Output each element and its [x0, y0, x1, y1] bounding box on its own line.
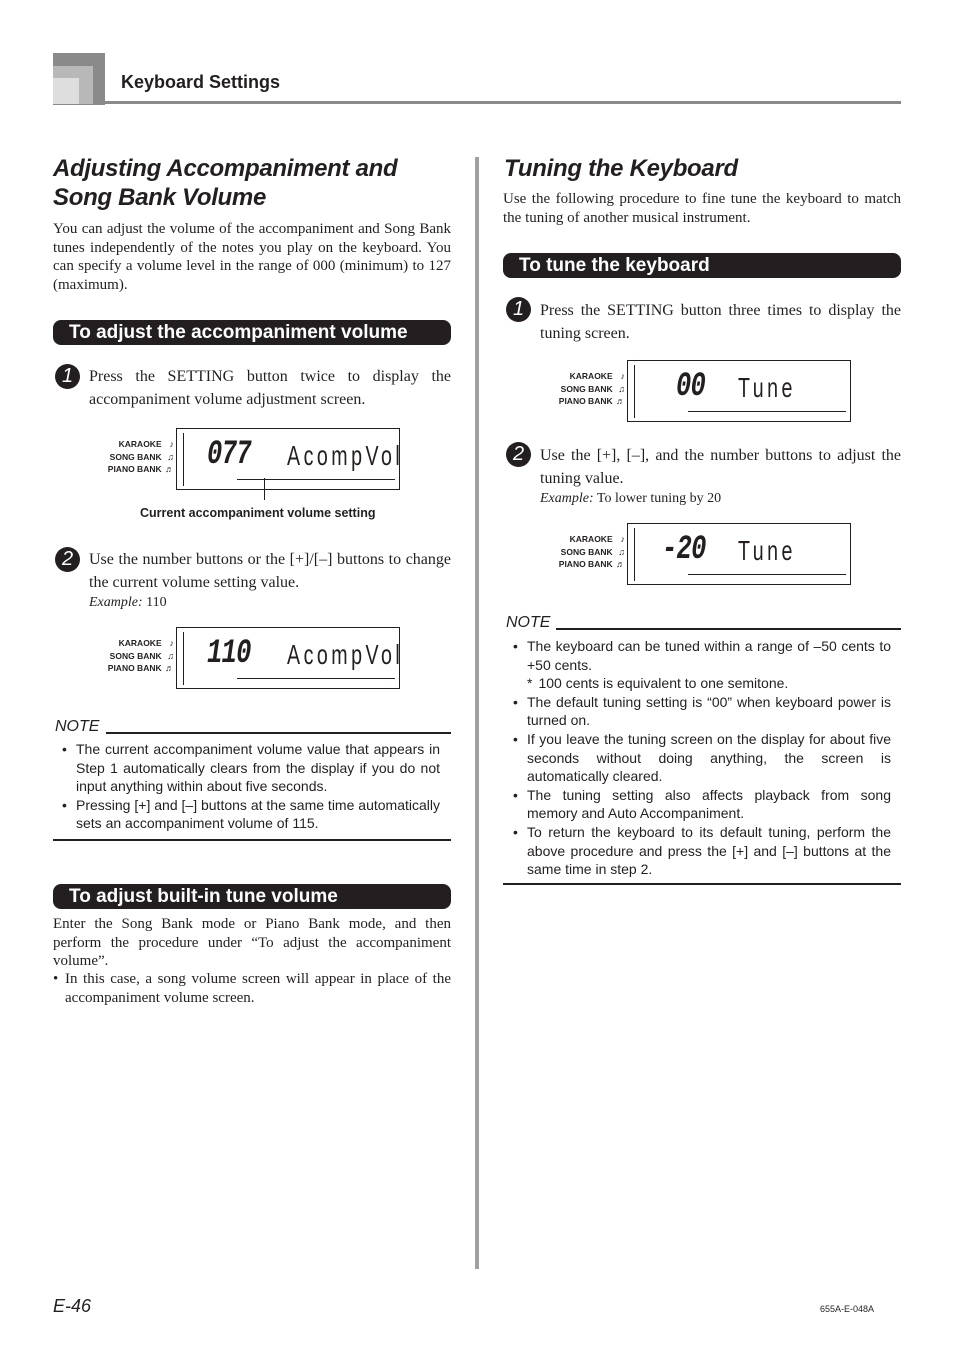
microphone-icon: ♪	[169, 638, 174, 648]
song-bank-icon: ♫	[618, 546, 625, 557]
bullet-mark: •	[53, 971, 59, 987]
song-bank-icon: ♫	[167, 451, 174, 462]
lcd-screen	[176, 428, 404, 490]
piano-bank-icon: ♬	[165, 663, 174, 673]
header-rule	[105, 101, 901, 104]
lcd-word: Tune	[738, 372, 796, 403]
asterisk-mark: *	[527, 675, 533, 692]
label-song-bank: SONG BANK	[109, 650, 162, 661]
note-subitem	[513, 674, 891, 693]
left-intro: You can adjust the volume of the accompaniment and Song Bank tunes independently of the notes you play on the keyboard. You can specify a volume level in the range of 000 (minimum) to 127 (maximum).	[53, 221, 451, 293]
lcd-display	[551, 360, 796, 424]
note-rule	[556, 628, 901, 630]
bullet-text: In this case, a song volume screen will appear in place of the accompaniment volume screen.	[65, 971, 451, 1006]
tune-volume-bullet	[53, 970, 451, 1007]
lcd-underline	[237, 678, 395, 679]
note-item: • To return the keyboard to its default tuning, perform the above procedure and press the [+] and [–] buttons at the same time in step 2.	[513, 823, 891, 879]
lcd-screen	[176, 627, 404, 689]
label-karaoke: KARAOKE	[569, 534, 613, 544]
subheading-accomp-volume: To adjust the accompaniment volume	[53, 320, 451, 345]
piano-bank-icon: ♬	[616, 559, 625, 569]
note-end-rule	[503, 883, 901, 885]
lcd-underline	[688, 411, 846, 412]
lcd-display	[100, 627, 404, 691]
callout-caption: Current accompaniment volume setting	[140, 506, 376, 520]
note-item: • The tuning setting also affects playback from song memory and Auto Accompaniment.	[513, 786, 891, 823]
step-number: 2	[506, 442, 531, 467]
note-item: • The current accompaniment volume value that appears in Step 1 automatically clears from the display if you do not input anything within about five seconds.	[62, 740, 440, 796]
note-item: • The keyboard can be tuned within a range of –50 cents to +50 cents.	[513, 637, 891, 674]
tune-volume-text: Enter the Song Bank mode or Piano Bank mode, and then perform the procedure under “To adjust the accompaniment volume”.	[53, 916, 451, 969]
note-item: • Pressing [+] and [–] buttons at the same time automatically sets an accompaniment volume of 115.	[62, 796, 440, 833]
label-song-bank: SONG BANK	[560, 383, 613, 394]
note-item: • The default tuning setting is “00” when keyboard power is turned on.	[513, 693, 891, 730]
example-value: 110	[146, 595, 167, 610]
label-karaoke: KARAOKE	[118, 638, 162, 648]
example-label: Example:	[89, 595, 143, 610]
step-text: Use the number buttons or the [+]/[–] buttons to change the current volume setting value.	[89, 551, 451, 591]
song-bank-icon: ♫	[618, 383, 625, 394]
callout-line	[264, 478, 265, 500]
step-text: Press the SETTING button twice to display the accompaniment volume adjustment screen.	[89, 368, 451, 408]
piano-bank-icon: ♬	[616, 396, 625, 406]
subheading-tune-keyboard: To tune the keyboard	[503, 253, 901, 278]
step-text: Press the SETTING button three times to display the tuning screen.	[540, 302, 901, 342]
note-list	[62, 740, 440, 833]
left-section-title	[53, 154, 473, 212]
note-item: • If you leave the tuning screen on the display for about five seconds without doing anything, the screen is automatically cleared.	[513, 730, 891, 786]
lcd-display	[551, 523, 796, 587]
lcd-underline	[688, 574, 846, 575]
microphone-icon: ♪	[620, 371, 625, 381]
microphone-icon: ♪	[169, 439, 174, 449]
lcd-mode-labels	[551, 533, 625, 571]
lcd-mode-labels	[100, 637, 174, 675]
label-karaoke: KARAOKE	[569, 371, 613, 381]
lcd-screen	[627, 523, 851, 585]
song-bank-icon: ♫	[167, 650, 174, 661]
label-piano-bank: PIANO BANK	[558, 396, 613, 406]
lcd-value: -20	[662, 531, 706, 569]
label-piano-bank: PIANO BANK	[107, 464, 162, 474]
right-intro: Use the following procedure to fine tune the keyboard to match the tuning of another musical instrument.	[503, 191, 901, 226]
example-value: To lower tuning by 20	[596, 491, 722, 506]
note-list	[513, 637, 891, 879]
example-label: Example:	[540, 491, 594, 506]
right-section-title: Tuning the Keyboard	[504, 155, 738, 182]
step-text: Use the [+], [–], and the number buttons to adjust the tuning value.	[540, 447, 901, 487]
lcd-value: 077	[207, 436, 251, 474]
note-heading: NOTE	[55, 718, 100, 735]
step-number: 1	[55, 364, 80, 389]
column-divider	[475, 157, 479, 1269]
lcd-value: 110	[207, 635, 251, 673]
label-piano-bank: PIANO BANK	[107, 663, 162, 673]
label-piano-bank: PIANO BANK	[558, 559, 613, 569]
lcd-mode-labels	[551, 370, 625, 408]
title-line: Song Bank Volume	[53, 184, 267, 211]
title-line: Adjusting Accompaniment and	[53, 155, 398, 182]
lcd-word: AcompVol	[287, 639, 404, 670]
label-song-bank: SONG BANK	[109, 451, 162, 462]
label-karaoke: KARAOKE	[118, 439, 162, 449]
lcd-underline	[237, 479, 395, 480]
note-end-rule	[53, 839, 451, 841]
lcd-word: Tune	[738, 535, 796, 566]
step-example	[89, 595, 167, 611]
lcd-mode-labels	[100, 438, 174, 476]
subheading-tune-volume: To adjust built-in tune volume	[53, 884, 451, 909]
step-example	[540, 491, 721, 507]
note-subitem-text: 100 cents is equivalent to one semitone.	[538, 675, 789, 692]
doc-code: 655A-E-048A	[820, 1304, 875, 1314]
step-number: 2	[55, 547, 80, 572]
lcd-display	[100, 428, 404, 492]
lcd-screen	[627, 360, 851, 422]
page-number: E-46	[53, 1296, 92, 1316]
step-number: 1	[506, 297, 531, 322]
note-rule	[106, 732, 451, 734]
header-title: Keyboard Settings	[121, 72, 281, 92]
label-song-bank: SONG BANK	[560, 546, 613, 557]
microphone-icon: ♪	[620, 534, 625, 544]
lcd-word: AcompVol	[287, 440, 404, 471]
header-decoration	[53, 78, 79, 104]
lcd-value: 00	[676, 368, 706, 406]
piano-bank-icon: ♬	[165, 464, 174, 474]
note-heading: NOTE	[506, 614, 551, 631]
